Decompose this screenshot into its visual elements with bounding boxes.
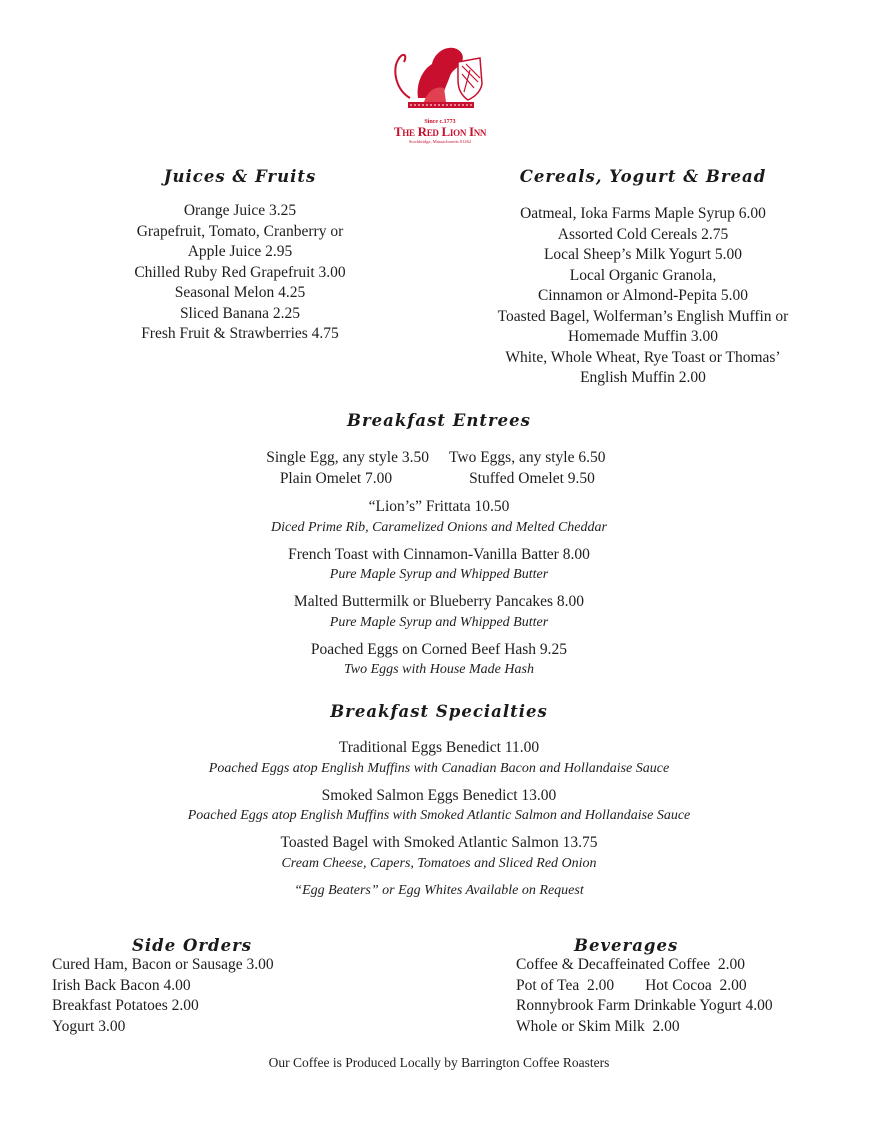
menu-item: Assorted Cold Cereals 2.75	[557, 225, 729, 243]
menu-item: French Toast with Cinnamon-Vanilla Batter 8.00	[288, 545, 590, 563]
menu-item: Orange Juice 3.25	[183, 202, 297, 219]
menu-item: “Lion’s” Frittata 10.50	[368, 498, 510, 515]
menu-item-description: Poached Eggs atop English Muffins with Canadian Bacon and Hollandaise Sauce	[208, 760, 670, 776]
specialties-section	[0, 702, 878, 901]
menu-item: Sliced Banana 2.25	[179, 304, 301, 322]
menu-item-description: Cream Cheese, Capers, Tomatoes and Sliced Red Onion	[281, 855, 597, 871]
cereals-section	[478, 167, 808, 389]
menu-item: Whole or Skim Milk 2.00	[516, 1017, 680, 1035]
cereals-heading: Cereals, Yogurt & Bread	[519, 167, 767, 186]
menu-item: Plain Omelet 7.00	[279, 469, 393, 487]
menu-item: Smoked Salmon Eggs Benedict 13.00	[321, 786, 557, 804]
lion-crest-icon	[388, 40, 492, 114]
menu-item-description: Diced Prime Rib, Caramelized Onions and Melted Cheddar	[271, 519, 607, 535]
menu-item: Toasted Bagel with Smoked Atlantic Salmon 13.75	[280, 834, 598, 851]
menu-item: Single Egg, any style 3.50	[266, 449, 429, 466]
menu-item: Two Eggs, any style 6.50	[449, 449, 606, 466]
menu-item: Yogurt 3.00	[52, 1017, 126, 1035]
beverages-section	[516, 936, 773, 1037]
menu-item: Cinnamon or Almond-Pepita 5.00	[537, 287, 749, 304]
menu-item: White, Whole Wheat, Rye Toast or Thomas’	[505, 348, 781, 366]
menu-item: Fresh Fruit & Strawberries 4.75	[141, 325, 339, 342]
menu-item-description: Poached Eggs atop English Muffins with Smoked Atlantic Salmon and Hollandaise Sauce	[187, 808, 691, 823]
menu-item: Traditional Eggs Benedict 11.00	[338, 739, 540, 756]
menu-item: Grapefruit, Tomato, Cranberry or	[136, 222, 344, 240]
menu-item: Breakfast Potatoes 2.00	[52, 997, 199, 1014]
menu-item: Homemade Muffin 3.00	[568, 328, 718, 345]
juices-section	[100, 167, 380, 345]
menu-item: Ronnybrook Farm Drinkable Yogurt 4.00	[516, 997, 773, 1014]
menu-item-description: Pure Maple Syrup and Whipped Butter	[329, 567, 549, 582]
menu-item: Local Sheep’s Milk Yogurt 5.00	[543, 246, 743, 263]
logo-address: Stockbridge, Massachusetts 01262	[408, 139, 472, 144]
logo-since: Since c.1773	[424, 119, 456, 125]
menu-item: Pot of Tea 2.00 Hot Cocoa 2.00	[516, 976, 747, 994]
sides-section	[52, 936, 274, 1037]
sides-heading: Side Orders	[132, 936, 253, 955]
menu-item: English Muffin 2.00	[580, 369, 706, 386]
beverages-heading: Beverages	[574, 936, 679, 955]
menu-item-description: Two Eggs with House Made Hash	[344, 662, 534, 677]
menu-item-description: Pure Maple Syrup and Whipped Butter	[329, 614, 549, 630]
entrees-heading: Breakfast Entrees	[347, 411, 531, 430]
egg-substitute-note: “Egg Beaters” or Egg Whites Available on Request	[294, 882, 584, 898]
menu-item: Toasted Bagel, Wolferman’s English Muffin or	[497, 307, 789, 325]
entree-pair-row	[0, 448, 878, 469]
menu-item: Cured Ham, Bacon or Sausage 3.00	[52, 956, 274, 973]
menu-item: Poached Eggs on Corned Beef Hash 9.25	[310, 640, 568, 658]
menu-item: Irish Back Bacon 4.00	[52, 976, 191, 994]
entrees-section	[0, 411, 878, 680]
menu-item: Chilled Ruby Red Grapefruit 3.00	[134, 263, 346, 281]
menu-item: Malted Buttermilk or Blueberry Pancakes 8.00	[293, 593, 585, 610]
juices-heading: Juices & Fruits	[163, 167, 317, 186]
menu-item: Apple Juice 2.95	[187, 243, 293, 260]
menu-item: Stuffed Omelet 9.50	[469, 469, 595, 487]
specialties-heading: Breakfast Specialties	[330, 702, 548, 721]
menu-item: Seasonal Melon 4.25	[174, 284, 306, 301]
footer-note: Our Coffee is Produced Locally by Barrington Coffee Roasters	[268, 1055, 610, 1070]
entree-pair-row	[0, 469, 878, 490]
logo-name: The Red Lion Inn	[393, 124, 487, 139]
menu-item: Local Organic Granola,	[569, 266, 717, 284]
menu-item: Oatmeal, Ioka Farms Maple Syrup 6.00	[520, 205, 766, 222]
red-lion-inn-logo	[388, 40, 492, 152]
menu-item: Coffee & Decaffeinated Coffee 2.00	[516, 956, 745, 973]
